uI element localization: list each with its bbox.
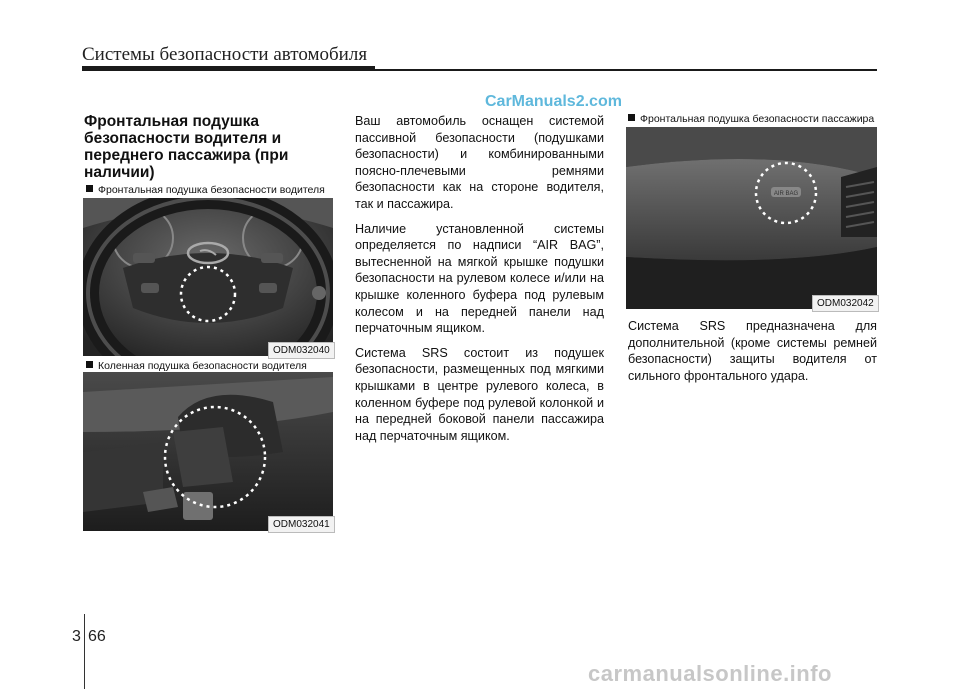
figure-code-label: ODM032042 bbox=[812, 295, 879, 312]
figure-caption-passenger-airbag bbox=[628, 113, 874, 125]
bullet-square-icon bbox=[628, 114, 635, 121]
paragraph: Наличие установленной системы определяется по надписи “AIR BAG”, вытесненной на мягкой крышке подушки безопасности на рулевом колесе и/или на крышке коленного буфера под рулевым колесом и на передней панели над перчаточным ящиком. bbox=[355, 221, 604, 336]
figure-caption-text: Фронтальная подушка безопасности водителя bbox=[98, 184, 325, 196]
figure-code-label: ODM032040 bbox=[268, 342, 335, 359]
page-header-title: Системы безопасности автомобиля bbox=[82, 44, 368, 65]
watermark-top: CarManuals2.com bbox=[485, 93, 622, 110]
bullet-square-icon bbox=[86, 361, 93, 368]
figure-caption-driver-airbag bbox=[86, 184, 325, 196]
airbag-marking-text: AIR BAG bbox=[773, 191, 799, 197]
figure-photo-passenger-dashboard bbox=[626, 127, 877, 309]
middle-column-text bbox=[355, 113, 604, 452]
right-column-text bbox=[628, 318, 877, 392]
paragraph: Система SRS состоит из подушек безопасности, размещенных под мягкими крышками в центре рулевого колеса, в коленном буфере под рулевой колонкой и на передней боковой панели пассажира над перчаточным ящиком. bbox=[355, 345, 604, 443]
page-number-divider bbox=[84, 614, 85, 689]
header-rule-thick bbox=[82, 66, 375, 71]
figure-photo-steering-wheel bbox=[83, 198, 333, 356]
figure-caption-text: Коленная подушка безопасности водителя bbox=[98, 360, 307, 372]
figure-caption-knee-airbag bbox=[86, 360, 307, 372]
paragraph: Система SRS предназначена для дополнительной (кроме системы ремней безопасности) защиты водителя от сильного фронтального удара. bbox=[628, 319, 877, 383]
figure-photo-knee-area bbox=[83, 372, 333, 531]
section-heading: Фронтальная подушка безопасности водителя и переднего пассажира (при наличии) bbox=[84, 113, 289, 181]
header-rule-thin bbox=[375, 69, 877, 71]
page-section-number: 3 bbox=[72, 628, 81, 645]
figure-code-label: ODM032041 bbox=[268, 516, 335, 533]
paragraph: Ваш автомобиль оснащен системой пассивной безопасности (подушками безопасности) и комбинированными поясно-плечевыми ремнями безопасности как на стороне водителя, так и пассажира. bbox=[355, 114, 604, 211]
figure-caption-text: Фронтальная подушка безопасности пассажира bbox=[640, 113, 875, 125]
watermark-bottom: carmanualsonline.info bbox=[588, 661, 832, 686]
bullet-square-icon bbox=[86, 185, 93, 192]
page-number: 66 bbox=[88, 628, 106, 645]
